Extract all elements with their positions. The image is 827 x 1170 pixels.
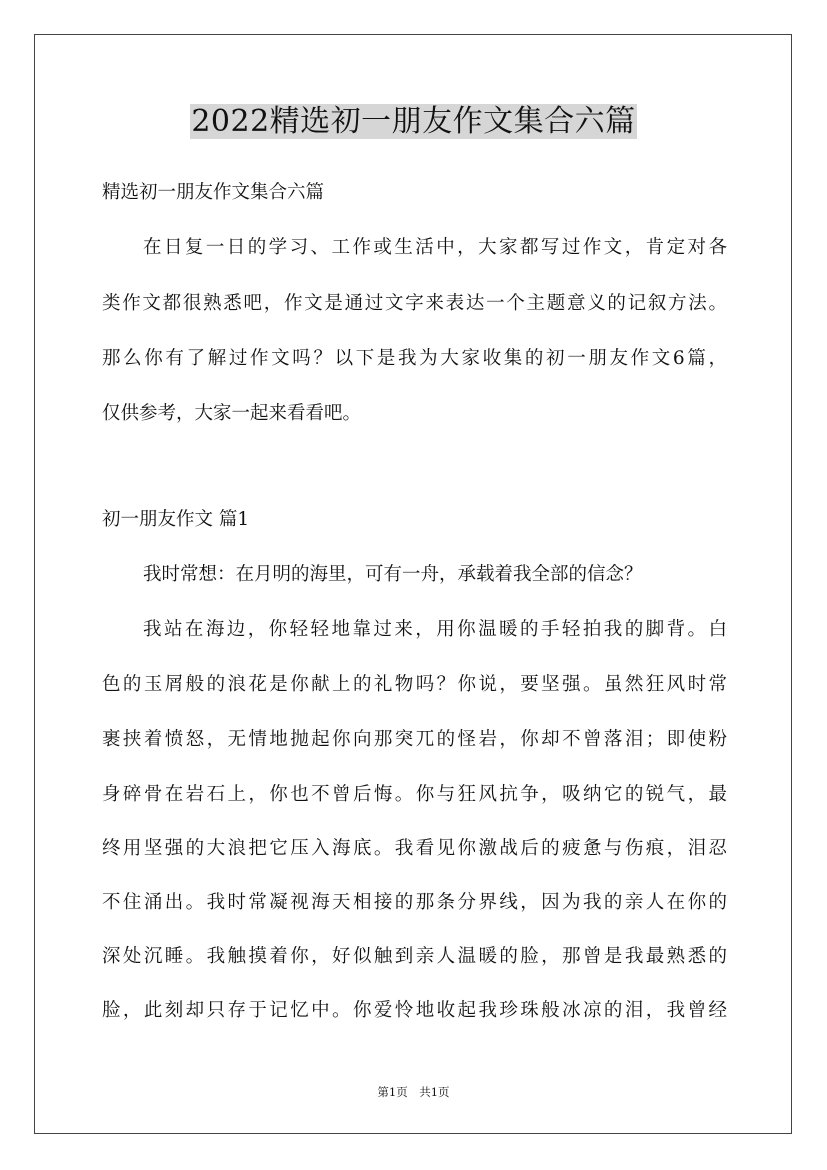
document-subtitle: 精选初一朋友作文集合六篇: [102, 182, 325, 203]
intro-line: 类作文都很熟悉吧，作文是通过文字来表达一个主题意义的记叙方法。: [102, 293, 727, 314]
paragraph-line: 不住涌出。我时常凝视海天相接的那条分界线，因为我的亲人在你的: [102, 892, 727, 913]
paragraph-line: 身碎骨在岩石上，你也不曾后悔。你与狂风抗争，吸纳它的锐气，最: [102, 784, 727, 805]
paragraph-line: 色的玉屑般的浪花是你献上的礼物吗？你说，要坚强。虽然狂风时常: [102, 674, 727, 695]
document-title: [0, 102, 827, 142]
paragraph-line: 终用坚强的大浪把它压入海底。我看见你激战后的疲惫与伤痕，泪忍: [102, 838, 727, 859]
paragraph-line: 我时常想：在月明的海里，可有一舟，承载着我全部的信念？: [143, 564, 643, 585]
document-title-text: 2022精选初一朋友作文集合六篇: [191, 104, 636, 139]
section-heading: 初一朋友作文 篇1: [102, 509, 250, 530]
page-footer: 第1页 共1页: [377, 1085, 450, 1099]
intro-line: 在日复一日的学习、工作或生活中，大家都写过作文，肯定对各: [143, 237, 727, 258]
intro-line: 仅供参考，大家一起来看看吧。: [102, 403, 362, 424]
paragraph-line: 裹挟着愤怒，无情地抛起你向那突兀的怪岩，你却不曾落泪；即使粉: [102, 729, 727, 750]
paragraph-line: 深处沉睡。我触摸着你，好似触到亲人温暖的脸，那曾是我最熟悉的: [102, 946, 727, 967]
intro-line: 那么你有了解过作文吗？以下是我为大家收集的初一朋友作文6篇，: [102, 348, 727, 369]
paragraph-line: 我站在海边，你轻轻地靠过来，用你温暖的手轻拍我的脚背。白: [143, 619, 727, 640]
paragraph-line: 脸，此刻却只存于记忆中。你爱怜地收起我珍珠般冰凉的泪，我曾经: [102, 1000, 727, 1021]
